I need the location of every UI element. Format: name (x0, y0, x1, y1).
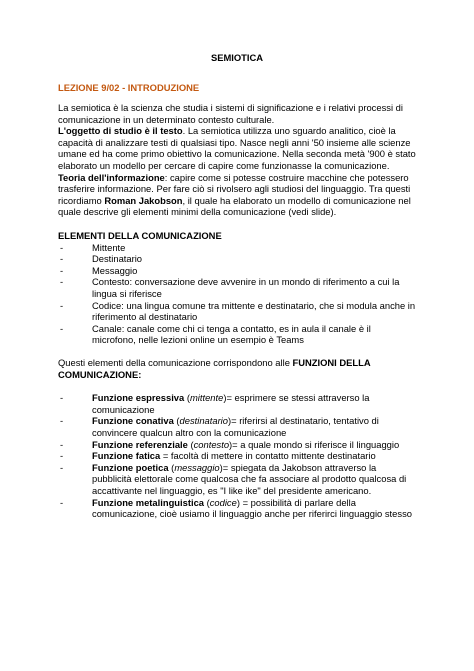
function-paren-close: ) (223, 392, 227, 404)
list-item (58, 497, 416, 520)
function-name: Funzione referenziale (92, 438, 188, 450)
function-paren: contesto (193, 438, 230, 450)
function-paren-open: ( (173, 415, 180, 427)
dash-bullet: - (60, 253, 64, 265)
list-item (58, 253, 416, 265)
function-paren-close: ) (236, 496, 240, 508)
dash-bullet: - (60, 241, 64, 253)
function-text: = riferirsi al destinatario, tentativo di convincere qualcun altro con la comunicazione (92, 415, 379, 439)
list-item (58, 462, 416, 497)
element-text: Destinatario (92, 253, 143, 265)
intro-paragraph (58, 102, 416, 125)
function-name: Funzione espressiva (92, 392, 185, 404)
list-item (58, 439, 416, 451)
function-name: Funzione fatica (92, 450, 161, 462)
function-paren-close: ) (229, 438, 233, 450)
function-paren-close: ) (219, 461, 223, 473)
function-name: Funzione metalinguistica (92, 496, 204, 508)
function-text: = facoltà di mettere in contatto mittente destinatario (160, 450, 376, 462)
function-paren-open: ( (204, 496, 210, 508)
intro-text: La semiotica è la scienza che studia i sistemi di significazione e i relativi processi di comunicazione in un determinato contesto culturale. (58, 102, 403, 125)
list-item (58, 265, 416, 277)
function-name: Funzione conativa (92, 415, 174, 427)
element-text: Contesto: conversazione deve avvenire in un mondo di riferimento a cui la lingua si riferisce (92, 276, 400, 299)
dash-bullet: - (60, 438, 64, 450)
list-item (58, 392, 416, 415)
function-paren: mittente (189, 392, 224, 404)
dash-bullet: - (60, 496, 64, 508)
function-paren-open: ( (187, 438, 194, 450)
function-paren-open: ( (184, 392, 190, 404)
dash-bullet: - (60, 322, 64, 334)
function-text: = possibilità di parlare della comunicazione, cioè usiamo il linguaggio anche per riferirci linguaggio stesso (92, 496, 412, 520)
dash-bullet: - (60, 461, 64, 473)
theory-paragraph (58, 172, 416, 218)
function-paren-open: ( (168, 461, 175, 473)
element-text: Canale: canale come chi ci tenga a contatto, es in aula il canale è il microfono, nelle lezioni online un esempio è Teams (92, 322, 371, 346)
functions-intro-bold: FUNZIONI DELLA COMUNICAZIONE: (58, 357, 371, 381)
element-text: Mittente (92, 241, 126, 253)
function-paren: messaggio (174, 461, 220, 473)
function-paren-close: ) (227, 415, 232, 427)
theory-label: Teoria dell'informazione (58, 171, 165, 183)
list-item (58, 242, 416, 254)
element-text: Codice: una lingua comune tra mittente e destinatario, che si modula anche in riferimento al destinatario (92, 299, 416, 323)
theory-text: : capire come si potesse costruire macchine che potessero trasferire informazione. Per fare ciò si rivolsero agli studiosi del linguaggio. Tra questi ricordiamo (58, 171, 411, 206)
function-paren: codice (209, 496, 237, 508)
theory-text-end: , il quale ha elaborato un modello di comunicazione nel quale descrive gli elementi minimi della comunicazione (vedi slide). (58, 194, 411, 218)
spacer (58, 218, 416, 230)
function-text: = esprimere se stessi attraverso la comunicazione (92, 392, 370, 415)
dash-bullet: - (60, 276, 64, 288)
dash-bullet: - (60, 299, 64, 311)
function-text: = a quale mondo si riferisce il linguaggio (232, 438, 400, 450)
function-name: Funzione poetica (92, 461, 169, 473)
document-title: SEMIOTICA (210, 52, 264, 63)
document-page (58, 52, 416, 520)
object-label: L'oggetto di studio è il testo (58, 125, 183, 137)
dash-bullet: - (60, 392, 64, 404)
spacer (58, 381, 416, 393)
functions-intro (58, 357, 416, 380)
list-item (58, 450, 416, 462)
functions-list (58, 392, 416, 520)
spacer (58, 346, 416, 358)
list-item (58, 415, 416, 438)
function-paren: destinatario (179, 415, 228, 427)
elements-list (58, 242, 416, 346)
list-item (58, 276, 416, 299)
dash-bullet: - (60, 415, 64, 427)
object-text: . La semiotica utilizza uno sguardo analitico, cioè la capacità di analizzare testi di qualsiasi tipo. Nasce negli anni '50 insieme alle scienze umane ed ha come primo obiettivo la comunicazione. Nella seconda metà '900 è stato elaborato un modello per cercare di capire come funzionasse la comunicazione. (58, 125, 416, 171)
list-item (58, 300, 416, 323)
elements-heading: ELEMENTI DELLA COMUNICAZIONE (58, 229, 222, 241)
functions-intro-text: Questi elementi della comunicazione corrispondono alle (58, 357, 293, 369)
element-text: Messaggio (92, 264, 138, 276)
dash-bullet: - (60, 264, 64, 276)
lesson-heading: LEZIONE 9/02 - INTRODUZIONE (58, 82, 200, 93)
dash-bullet: - (60, 450, 64, 462)
function-text: = spiegata da Jakobson attraverso la pubblicità elettorale come qualcosa che fa associare al prodotto qualcosa di accattivante nel linguaggio, es "I like ike" del presidente americano. (92, 461, 407, 496)
list-item (58, 323, 416, 346)
jakobson-name: Roman Jakobson (104, 194, 183, 206)
object-paragraph (58, 125, 416, 171)
